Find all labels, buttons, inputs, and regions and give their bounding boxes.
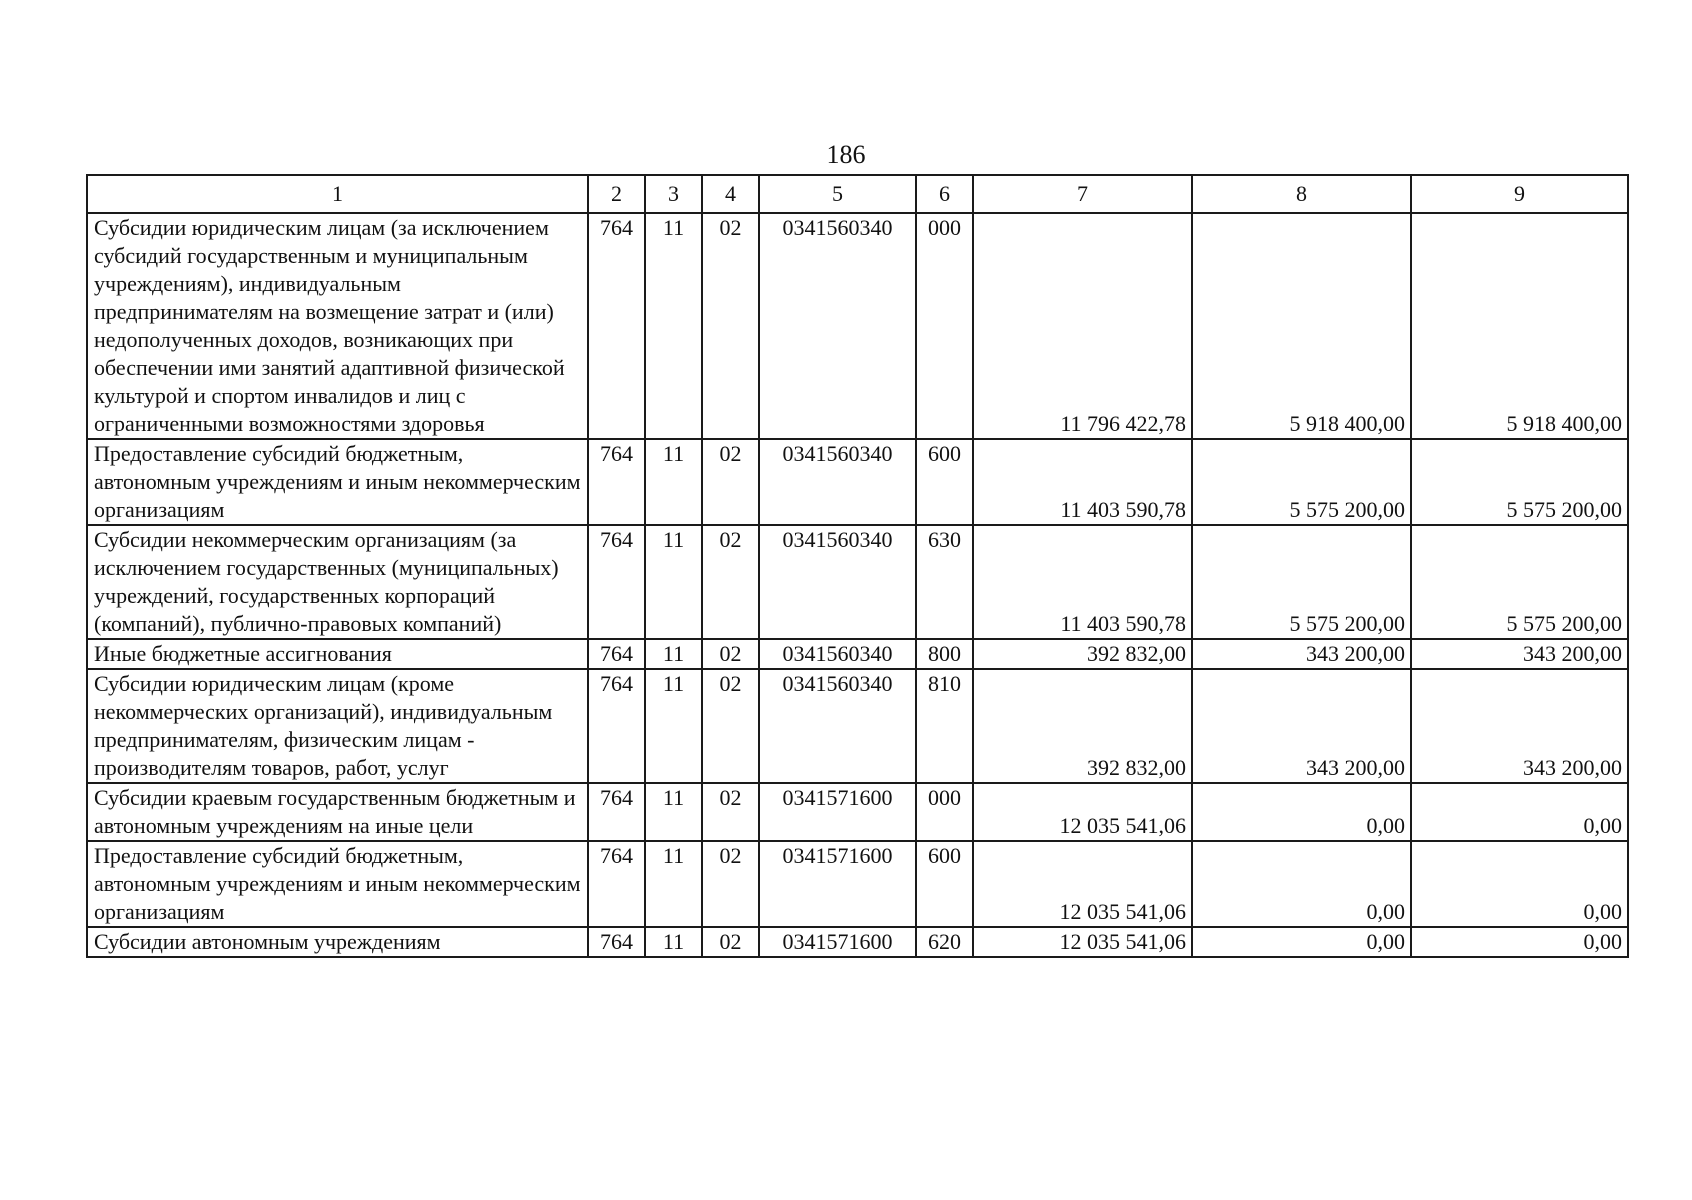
expense-type-code: 800: [916, 639, 973, 669]
amount-col-7: 11 403 590,78: [973, 525, 1192, 639]
amount-col-8: 343 200,00: [1192, 639, 1411, 669]
table-row: [87, 669, 1628, 783]
section-code: 11: [645, 439, 702, 525]
ministry-code: 764: [588, 525, 645, 639]
amount-col-9: 5 575 200,00: [1411, 439, 1628, 525]
amount-col-7: 11 796 422,78: [973, 213, 1192, 439]
budget-table: [86, 174, 1629, 958]
expense-type-code: 600: [916, 841, 973, 927]
item-name: Субсидии автономным учреждениям: [87, 927, 588, 957]
item-name: Субсидии юридическим лицам (за исключением субсидий государственным и муниципальным учреждениям), индивидуальным предпринимателям на возмещение затрат и (или) недополученных доходов, возникающих при обеспечении ими занятий адаптивной физической культурой и спортом инвалидов и лиц с ограниченными возможностями здоровья: [87, 213, 588, 439]
table-row: [87, 525, 1628, 639]
header-col-3: 3: [645, 175, 702, 213]
amount-col-7: 12 035 541,06: [973, 783, 1192, 841]
amount-col-7: 12 035 541,06: [973, 841, 1192, 927]
target-article-code: 0341560340: [759, 669, 916, 783]
amount-col-7: 392 832,00: [973, 639, 1192, 669]
section-code: 11: [645, 525, 702, 639]
ministry-code: 764: [588, 439, 645, 525]
header-row: [87, 175, 1628, 213]
table-row: [87, 439, 1628, 525]
page-number: 186: [826, 140, 866, 169]
expense-type-code: 810: [916, 669, 973, 783]
header-col-7: 7: [973, 175, 1192, 213]
target-article-code: 0341560340: [759, 639, 916, 669]
ministry-code: 764: [588, 639, 645, 669]
section-code: 11: [645, 841, 702, 927]
subsection-code: 02: [702, 927, 759, 957]
subsection-code: 02: [702, 669, 759, 783]
expense-type-code: 600: [916, 439, 973, 525]
amount-col-7: 12 035 541,06: [973, 927, 1192, 957]
subsection-code: 02: [702, 213, 759, 439]
subsection-code: 02: [702, 639, 759, 669]
amount-col-9: 5 575 200,00: [1411, 525, 1628, 639]
amount-col-7: 392 832,00: [973, 669, 1192, 783]
table-row: [87, 213, 1628, 439]
header-col-4: 4: [702, 175, 759, 213]
item-name: Субсидии юридическим лицам (кроме некоммерческих организаций), индивидуальным предпринимателям, физическим лицам - производителям товаров, работ, услуг: [87, 669, 588, 783]
expense-type-code: 620: [916, 927, 973, 957]
item-name: Предоставление субсидий бюджетным, автономным учреждениям и иным некоммерческим организациям: [87, 841, 588, 927]
section-code: 11: [645, 927, 702, 957]
target-article-code: 0341571600: [759, 841, 916, 927]
amount-col-8: 0,00: [1192, 927, 1411, 957]
table-row: [87, 927, 1628, 957]
target-article-code: 0341560340: [759, 213, 916, 439]
subsection-code: 02: [702, 439, 759, 525]
amount-col-8: 0,00: [1192, 841, 1411, 927]
amount-col-8: 5 575 200,00: [1192, 525, 1411, 639]
ministry-code: 764: [588, 841, 645, 927]
subsection-code: 02: [702, 525, 759, 639]
target-article-code: 0341560340: [759, 525, 916, 639]
expense-type-code: 630: [916, 525, 973, 639]
amount-col-8: 5 918 400,00: [1192, 213, 1411, 439]
subsection-code: 02: [702, 841, 759, 927]
header-col-1: 1: [87, 175, 588, 213]
table-body: [87, 213, 1628, 957]
target-article-code: 0341571600: [759, 783, 916, 841]
amount-col-9: 0,00: [1411, 783, 1628, 841]
amount-col-8: 343 200,00: [1192, 669, 1411, 783]
table-row: [87, 783, 1628, 841]
section-code: 11: [645, 783, 702, 841]
amount-col-9: 343 200,00: [1411, 669, 1628, 783]
ministry-code: 764: [588, 783, 645, 841]
amount-col-9: 0,00: [1411, 927, 1628, 957]
section-code: 11: [645, 213, 702, 439]
ministry-code: 764: [588, 669, 645, 783]
item-name: Иные бюджетные ассигнования: [87, 639, 588, 669]
amount-col-7: 11 403 590,78: [973, 439, 1192, 525]
header-col-5: 5: [759, 175, 916, 213]
item-name: Субсидии некоммерческим организациям (за исключением государственных (муниципальных) учреждений, государственных корпораций (компаний), публично-правовых компаний): [87, 525, 588, 639]
expense-type-code: 000: [916, 213, 973, 439]
amount-col-9: 0,00: [1411, 841, 1628, 927]
section-code: 11: [645, 639, 702, 669]
table-row: [87, 639, 1628, 669]
expense-type-code: 000: [916, 783, 973, 841]
amount-col-8: 0,00: [1192, 783, 1411, 841]
header-col-6: 6: [916, 175, 973, 213]
item-name: Субсидии краевым государственным бюджетным и автономным учреждениям на иные цели: [87, 783, 588, 841]
ministry-code: 764: [588, 213, 645, 439]
target-article-code: 0341571600: [759, 927, 916, 957]
target-article-code: 0341560340: [759, 439, 916, 525]
header-col-8: 8: [1192, 175, 1411, 213]
subsection-code: 02: [702, 783, 759, 841]
amount-col-9: 5 918 400,00: [1411, 213, 1628, 439]
section-code: 11: [645, 669, 702, 783]
header-col-9: 9: [1411, 175, 1628, 213]
amount-col-9: 343 200,00: [1411, 639, 1628, 669]
ministry-code: 764: [588, 927, 645, 957]
item-name: Предоставление субсидий бюджетным, автономным учреждениям и иным некоммерческим организациям: [87, 439, 588, 525]
amount-col-8: 5 575 200,00: [1192, 439, 1411, 525]
table-row: [87, 841, 1628, 927]
table-header: [87, 175, 1628, 213]
header-col-2: 2: [588, 175, 645, 213]
